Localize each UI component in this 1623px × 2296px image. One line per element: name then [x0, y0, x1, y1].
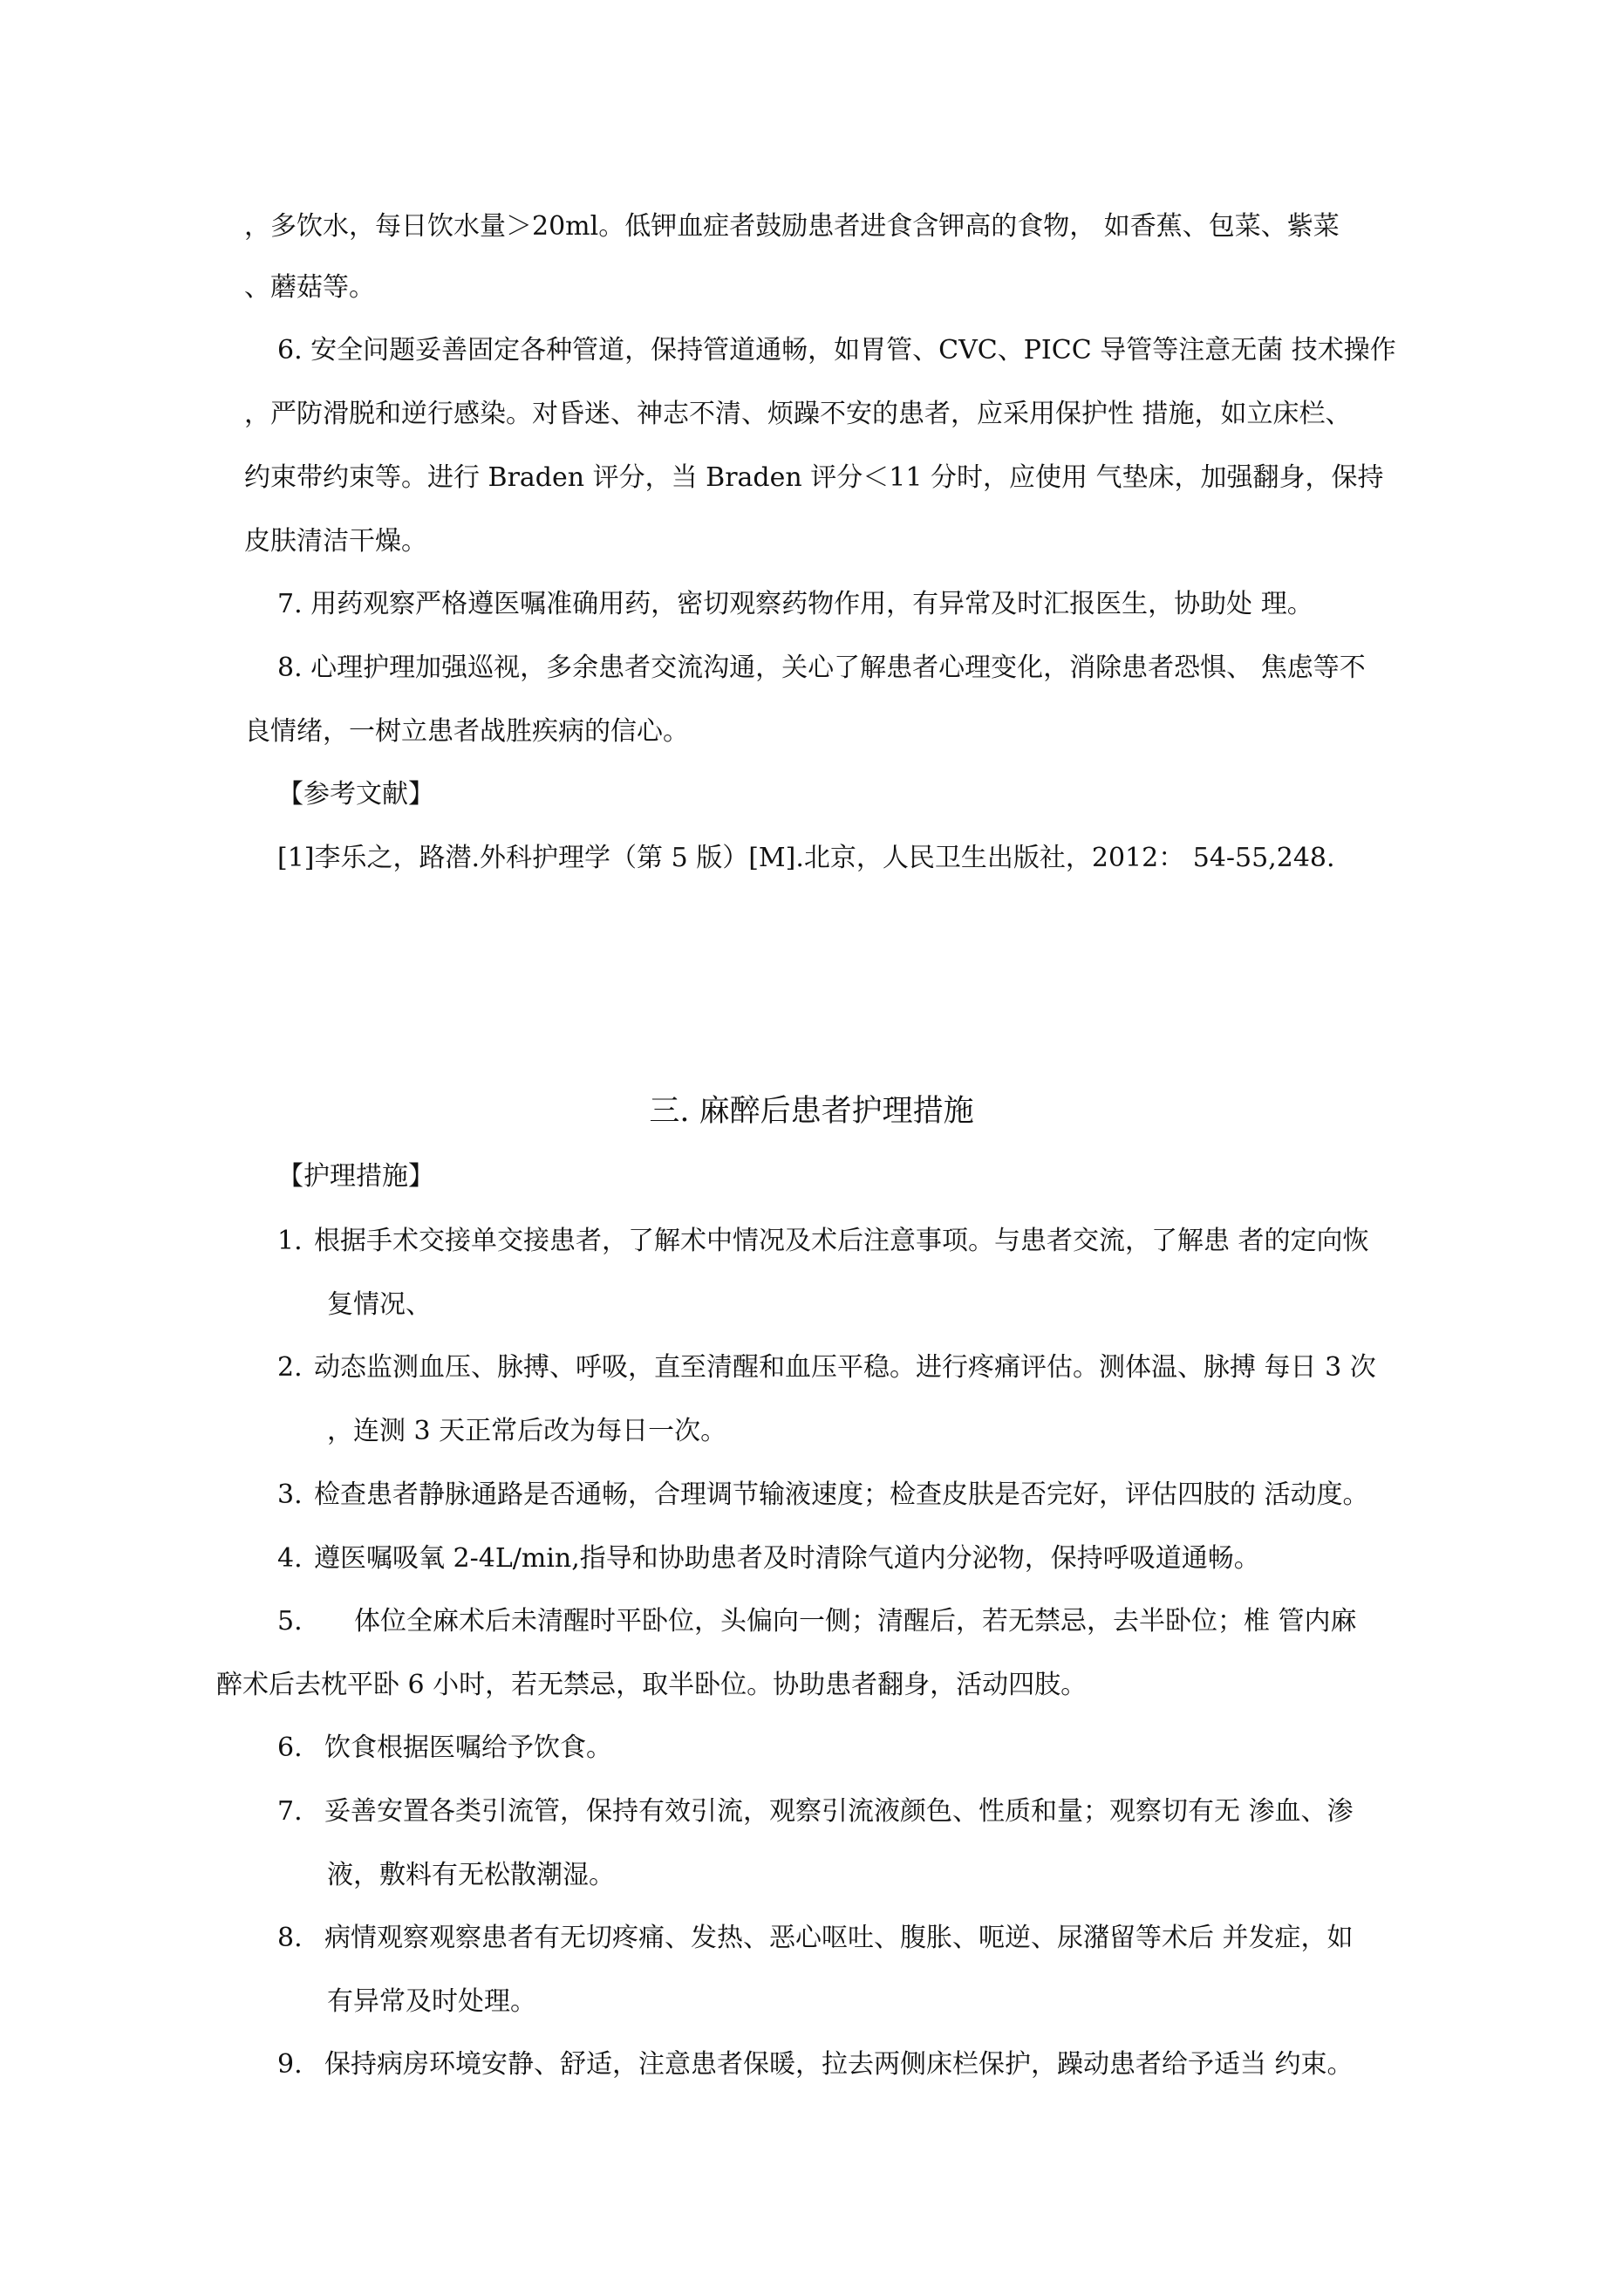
list-item-6-line: 约束带约束等。进行 Braden 评分，当 Braden 评分＜11 分时，应使用 气垫床，加强翻身，保持: [244, 462, 1384, 493]
list-text: 根据手术交接单交接患者，了解术中情况及术后注意事项。与患者交流，了解患 者的定向恢: [314, 1226, 1369, 1256]
list-item-6-line: ，严防滑脱和逆行感染。对昏迷、神志不清、烦躁不安的患者，应采用保护性 措施，如立床栏、: [244, 399, 1352, 429]
list-item-1: [277, 1224, 1369, 1259]
list-text: 病情观察观察患者有无切疼痛、发热、恶心呕吐、腹胀、呃逆、尿潴留等术后 并发症，如: [324, 1923, 1354, 1953]
section-heading: 【护理措施】: [277, 1161, 434, 1192]
list-item-7: [277, 1794, 1354, 1829]
list-number: 2.: [277, 1352, 303, 1383]
list-item-4: [277, 1541, 1260, 1576]
list-text: 遵医嘱吸氧 2-4L/min,指导和协助患者及时清除气道内分泌物，保持呼吸道通畅。: [314, 1543, 1260, 1574]
section-title: 三. 麻醉后患者护理措施: [649, 1094, 974, 1129]
list-number: 7.: [277, 1796, 303, 1827]
paragraph-line: 、蘑菇等。: [244, 272, 375, 303]
list-item-8-cont: 有异常及时处理。: [327, 1986, 536, 2017]
list-text: 检查患者静脉通路是否通畅，合理调节输液速度；检查皮肤是否完好，评估四肢的 活动度。: [314, 1479, 1369, 1510]
list-text: 动态监测血压、脉搏、呼吸，直至清醒和血压平稳。进行疼痛评估。测体温、脉搏 每日 3 次: [314, 1352, 1376, 1383]
list-text: 保持病房环境安静、舒适，注意患者保暖，拉去两侧床栏保护，躁动患者给予适当 约束。: [324, 2049, 1354, 2080]
reference-1: [1]李乐之，路潜.外科护理学（第 5 版）[M].北京，人民卫生出版社，2012： 54-55,248.: [277, 843, 1335, 873]
list-number: 3.: [277, 1479, 303, 1510]
list-item-3: [277, 1478, 1369, 1513]
list-item-2-cont: ，连测 3 天正常后改为每日一次。: [327, 1416, 727, 1446]
list-number: 9.: [277, 2049, 303, 2080]
paragraph-line: ，多饮水，每日饮水量＞20ml。低钾血症者鼓励患者进食含钾高的食物， 如香蕉、包菜、紫菜: [244, 211, 1340, 242]
list-item-8-line: 良情绪，一树立患者战胜疾病的信心。: [244, 716, 689, 747]
list-text: 体位全麻术后未清醒时平卧位，头偏向一侧；清醒后，若无禁忌，去半卧位；椎 管内麻: [354, 1606, 1357, 1637]
list-text: 饮食根据医嘱给予饮食。: [324, 1732, 612, 1763]
list-number: 8.: [277, 1923, 303, 1953]
list-number: 5.: [277, 1606, 303, 1637]
list-item-8: [277, 1921, 1354, 1956]
list-item-5-cont: 醉术后去枕平卧 6 小时，若无禁忌，取半卧位。协助患者翻身，活动四肢。: [216, 1670, 1088, 1700]
list-item-1-cont: 复情况、: [327, 1289, 432, 1320]
list-item-6-line: 6. 安全问题妥善固定各种管道，保持管道通畅，如胃管、CVC、PICC 导管等注意无菌 技术操作: [277, 335, 1396, 366]
list-item-6-line: 皮肤清洁干燥。: [244, 526, 427, 557]
list-item-7-cont: 液，敷料有无松散潮湿。: [327, 1860, 615, 1890]
list-number: 1.: [277, 1226, 303, 1256]
references-heading: 【参考文献】: [277, 779, 434, 810]
list-number: 4.: [277, 1543, 303, 1574]
list-number: 6.: [277, 1732, 303, 1763]
list-item-2: [277, 1350, 1376, 1385]
list-item-9: [277, 2047, 1354, 2082]
list-item-6: [277, 1731, 612, 1766]
list-item-7: 7. 用药观察严格遵医嘱准确用药，密切观察药物作用，有异常及时汇报医生，协助处 理。: [277, 589, 1313, 619]
list-item-8-line: 8. 心理护理加强巡视，多余患者交流沟通，关心了解患者心理变化，消除患者恐惧、 焦虑等不: [277, 653, 1366, 683]
list-item-5: [277, 1604, 1357, 1639]
list-text: 妥善安置各类引流管，保持有效引流，观察引流液颜色、性质和量；观察切有无 渗血、渗: [324, 1796, 1354, 1827]
